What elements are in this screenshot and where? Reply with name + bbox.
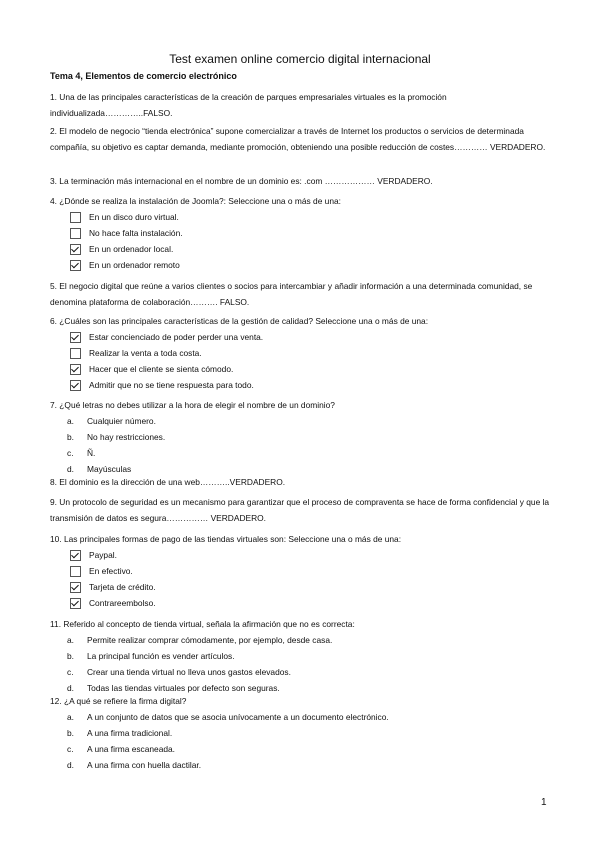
question-9	[50, 494, 550, 526]
option-label: Tarjeta de crédito.	[89, 582, 156, 592]
checkbox[interactable]	[70, 364, 81, 375]
question-3	[50, 173, 550, 189]
checkbox[interactable]	[70, 582, 81, 593]
checkbox[interactable]	[70, 260, 81, 271]
question-11-option	[50, 632, 550, 648]
checkbox[interactable]	[70, 380, 81, 391]
question-12-text: 12. ¿A qué se refiere la firma digital?	[50, 696, 187, 706]
question-11-option	[50, 648, 550, 664]
question-12-option	[50, 725, 550, 741]
checkbox[interactable]	[70, 348, 81, 359]
option-letter: c.	[67, 448, 74, 458]
page-number: 1	[541, 797, 547, 808]
question-7-option	[50, 413, 550, 429]
question-12-option	[50, 741, 550, 757]
option-letter: c.	[67, 667, 74, 677]
question-2-text: 2. El modelo de negocio “tienda electrónica” supone comercializar a través de Internet los productos o servicios de determinada compañía, su objetivo es captar demanda, mediante promoción, obteniendo una posible reducción de costes………… VERDADERO.	[50, 126, 546, 152]
option-letter: d.	[67, 760, 74, 770]
question-10-option[interactable]	[50, 563, 550, 579]
option-letter: b.	[67, 651, 74, 661]
question-8	[50, 474, 550, 490]
option-label: En un ordenador remoto	[89, 260, 180, 270]
question-4-option[interactable]	[50, 241, 550, 257]
option-letter: b.	[67, 728, 74, 738]
question-10-text: 10. Las principales formas de pago de las tiendas virtuales son: Seleccione una o más de una:	[50, 534, 402, 544]
question-4-option[interactable]	[50, 209, 550, 225]
document-subtitle: Tema 4, Elementos de comercio electrónico	[50, 71, 237, 81]
question-1-text: 1. Una de las principales características de la creación de parques empresariales virtuales es la promoción individualizada…………..FALSO.	[50, 92, 447, 118]
question-1	[50, 89, 550, 121]
option-label: En un ordenador local.	[89, 244, 174, 254]
option-label: Estar concienciado de poder perder una venta.	[89, 332, 264, 342]
checkbox[interactable]	[70, 212, 81, 223]
question-12	[50, 693, 550, 773]
option-label: Realizar la venta a toda costa.	[89, 348, 202, 358]
option-label: No hay restricciones.	[87, 432, 166, 442]
question-4-option[interactable]	[50, 225, 550, 241]
option-letter: a.	[67, 416, 74, 426]
option-label: Mayúsculas	[87, 464, 132, 474]
question-5-text: 5. El negocio digital que reúne a varios clientes o socios para intercambiar y añadir información a una determinada comunidad, se denomina plataforma de colaboración………. FALSO.	[50, 281, 533, 307]
option-label: Cualquier número.	[87, 416, 156, 426]
question-10	[50, 531, 550, 611]
option-label: A un conjunto de datos que se asocia unívocamente a un documento electrónico.	[87, 712, 389, 722]
checkbox[interactable]	[70, 332, 81, 343]
question-5	[50, 278, 550, 310]
question-6-option[interactable]	[50, 361, 550, 377]
question-6-option[interactable]	[50, 329, 550, 345]
question-10-option[interactable]	[50, 547, 550, 563]
option-label: Permite realizar comprar cómodamente, por ejemplo, desde casa.	[87, 635, 333, 645]
option-label: La principal función es vender artículos.	[87, 651, 235, 661]
option-label: No hace falta instalación.	[89, 228, 183, 238]
option-letter: a.	[67, 635, 74, 645]
question-11	[50, 616, 550, 696]
option-letter: c.	[67, 744, 74, 754]
option-letter: a.	[67, 712, 74, 722]
checkbox[interactable]	[70, 228, 81, 239]
checkbox[interactable]	[70, 598, 81, 609]
question-10-option[interactable]	[50, 595, 550, 611]
question-9-text: 9. Un protocolo de seguridad es un mecanismo para garantizar que el proceso de compraventa se hace de forma confidencial y que la transmisión de datos es segura…………… VERDADERO.	[50, 497, 550, 523]
question-10-option[interactable]	[50, 579, 550, 595]
question-8-text: 8. El dominio es la dirección de una web………..VERDADERO.	[50, 477, 286, 487]
question-7-option	[50, 445, 550, 461]
question-7-option	[50, 429, 550, 445]
option-label: Todas las tiendas virtuales por defecto son seguras.	[87, 683, 280, 693]
option-label: Ñ.	[87, 448, 96, 458]
option-label: Contrareembolso.	[89, 598, 156, 608]
checkbox[interactable]	[70, 244, 81, 255]
question-6-option[interactable]	[50, 377, 550, 393]
option-letter: b.	[67, 432, 74, 442]
question-6-option[interactable]	[50, 345, 550, 361]
question-2	[50, 123, 550, 155]
option-label: En efectivo.	[89, 566, 133, 576]
option-label: En un disco duro virtual.	[89, 212, 179, 222]
option-label: Hacer que el cliente se sienta cómodo.	[89, 364, 234, 374]
checkbox[interactable]	[70, 566, 81, 577]
question-12-option	[50, 709, 550, 725]
option-letter: d.	[67, 683, 74, 693]
option-label: A una firma tradicional.	[87, 728, 173, 738]
question-12-option	[50, 757, 550, 773]
question-11-text: 11. Referido al concepto de tienda virtual, señala la afirmación que no es correcta:	[50, 619, 355, 629]
document-title: Test examen online comercio digital internacional	[169, 52, 431, 66]
question-4	[50, 193, 550, 273]
question-3-text: 3. La terminación más internacional en el nombre de un dominio es: .com ……………… VERDADERO.	[50, 176, 433, 186]
question-11-option	[50, 664, 550, 680]
question-6-text: 6. ¿Cuáles son las principales características de la gestión de calidad? Seleccione una o más de una:	[50, 316, 429, 326]
option-label: A una firma con huella dactilar.	[87, 760, 202, 770]
option-label: Crear una tienda virtual no lleva unos gastos elevados.	[87, 667, 291, 677]
option-letter: d.	[67, 464, 74, 474]
checkbox[interactable]	[70, 550, 81, 561]
question-7	[50, 397, 550, 477]
question-7-text: 7. ¿Qué letras no debes utilizar a la hora de elegir el nombre de un dominio?	[50, 400, 335, 410]
option-label: Paypal.	[89, 550, 117, 560]
option-label: A una firma escaneada.	[87, 744, 175, 754]
question-6	[50, 313, 550, 393]
question-4-text: 4. ¿Dónde se realiza la instalación de Joomla?: Seleccione una o más de una:	[50, 196, 341, 206]
question-4-option[interactable]	[50, 257, 550, 273]
option-label: Admitir que no se tiene respuesta para todo.	[89, 380, 254, 390]
